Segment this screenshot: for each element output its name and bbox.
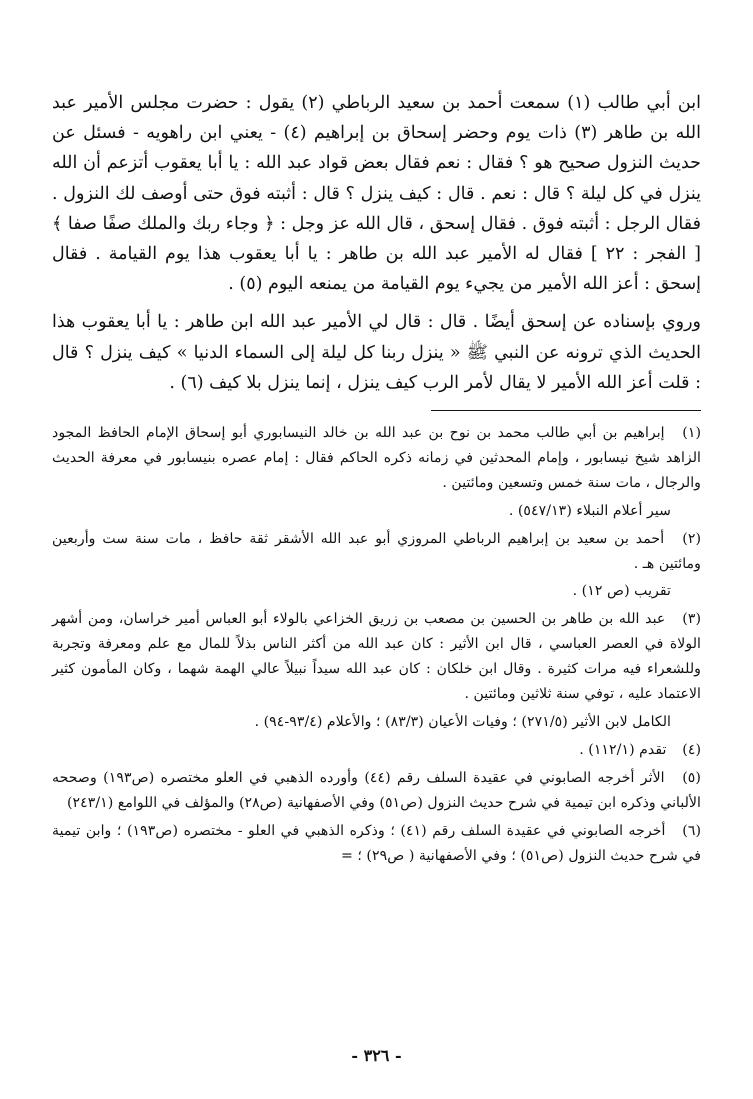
footnote-1 xyxy=(52,421,701,496)
footnote-text: أخرجه الصابوني في عقيدة السلف رقم (٤١) ؛ وذكره الذهبي في العلو - مختصره (ص١٩٣) ؛ وابن تيمية في شرح حديث النزول (ص٥١) ؛ وفي الأصفهانية ( ص٢٩) ؛ = xyxy=(52,822,701,864)
footnote-3-source: الكامل لابن الأثير (٢٧١/٥) ؛ وفيات الأعيان (٨٣/٣) ؛ والأعلام (٩٣/٤-٩٤) . xyxy=(254,714,671,730)
footnote-text: إبراهيم بن أبي طالب محمد بن نوح بن عبد الله بن خالد النيسابوري أبو إسحاق الإمام الحافظ المجود الزاهد شيخ نيسابور ، وإمام المحدثين في زمانه ذكره الحاكم فقال : إمام عصره بنيسابور في معرفة الحديث والرجال ، مات سنة خمس وتسعين ومائتين . xyxy=(52,425,701,491)
footnote-5 xyxy=(52,766,701,816)
main-paragraph-2: وروي بإسناده عن إسحق أيضًا . قال : قال لي الأمير عبد الله ابن طاهر : يا أبا يعقوب هذا الحديث الذي ترونه عن النبي ﷺ « ينزل ربنا كل ليلة إلى السماء الدنيا » كيف ينزل ؟ قال : قلت أعز الله الأمير لا يقال لأمر الرب كيف ينزل ، إنما ينزل بلا كيف (٦) . xyxy=(52,312,701,393)
page-number: - ٣٢٦ - xyxy=(351,1046,402,1065)
footnote-2 xyxy=(52,527,701,577)
footnote-number: (٦) xyxy=(682,822,702,839)
footnotes xyxy=(52,421,701,868)
footnote-number: (١) xyxy=(682,425,701,442)
footnote-4 xyxy=(52,738,701,763)
footnote-6 xyxy=(52,819,701,869)
footnote-number: (٤) xyxy=(682,741,701,758)
footnote-number: (٣) xyxy=(682,611,701,628)
footnote-separator xyxy=(431,410,701,411)
footnote-text: الأثر أخرجه الصابوني في عقيدة السلف رقم (٤٤) وأورده الذهبي في العلو مختصره (ص١٩٣) وصححه الألباني وذكره ابن تيمية في شرح حديث النزول (ص٥١) وفي الأصفهانية (ص٢٨) والمؤلف في اللوامع (٢٤٣/١) xyxy=(52,769,701,811)
footnote-3 xyxy=(52,607,701,707)
footnote-text: عبد الله بن طاهر بن الحسين بن مصعب بن زريق الخزاعي بالولاء أبو العباس أمير خراسان، ومن أشهر الولاة في العصر العباسي ، قال ابن الأثير : كان عبد الله من أكثر الناس بذلاً للمال مع علم ومعرفة وتجربة وللشعراء فيه مرات كثيرة . وقال ابن خلكان : كان عبد الله سيداً نبيلاً عالي الهمة شهما ، وكان المأمون كثير الاعتماد عليه ، توفي سنة ثلاثين ومائتين . xyxy=(52,611,701,703)
footnote-1-source: سير أعلام النبلاء (٥٤٧/١٣) . xyxy=(508,502,671,519)
footnote-2-source: تقريب (ص ١٢) . xyxy=(572,583,671,600)
main-text xyxy=(52,88,701,398)
footnote-number: (٢) xyxy=(682,530,701,547)
footnote-text: تقدم (١١٢/١) . xyxy=(579,741,667,758)
footnote-text: أحمد بن سعيد بن إبراهيم الرباطي المروزي أبو عبد الله الأشقر ثقة حافظ ، مات سنة ست وأربعين ومائتين هـ . xyxy=(52,530,701,572)
main-paragraph-1: ابن أبي طالب (١) سمعت أحمد بن سعيد الرباطي (٢) يقول : حضرت مجلس الأمير عبد الله بن طاهر (٣) ذات يوم وحضر إسحاق بن إبراهيم (٤) - يعني ابن راهويه - فسئل عن حديث النزول صحيح هو ؟ فقال : نعم فقال بعض قواد عبد الله : يا أبا يعقوب أتزعم أن الله ينزل في كل ليلة ؟ قال : نعم . قال : كيف ينزل ؟ قال : أثبته فوق حتى أوصف لك النزول . فقال الرجل : أثبته فوق . فقال إسحق ، قال الله عز وجل : ﴿ وجاء ربك والملك صفًا صفا ﴾ [ الفجر : ٢٢ ] فقال له الأمير عبد الله بن طاهر : يا أبا يعقوب هذا يوم القيامة . فقال إسحق : أعز الله الأمير من يجيء يوم القيامة من يمنعه اليوم (٥) . xyxy=(52,93,702,295)
footnote-number: (٥) xyxy=(682,769,701,786)
